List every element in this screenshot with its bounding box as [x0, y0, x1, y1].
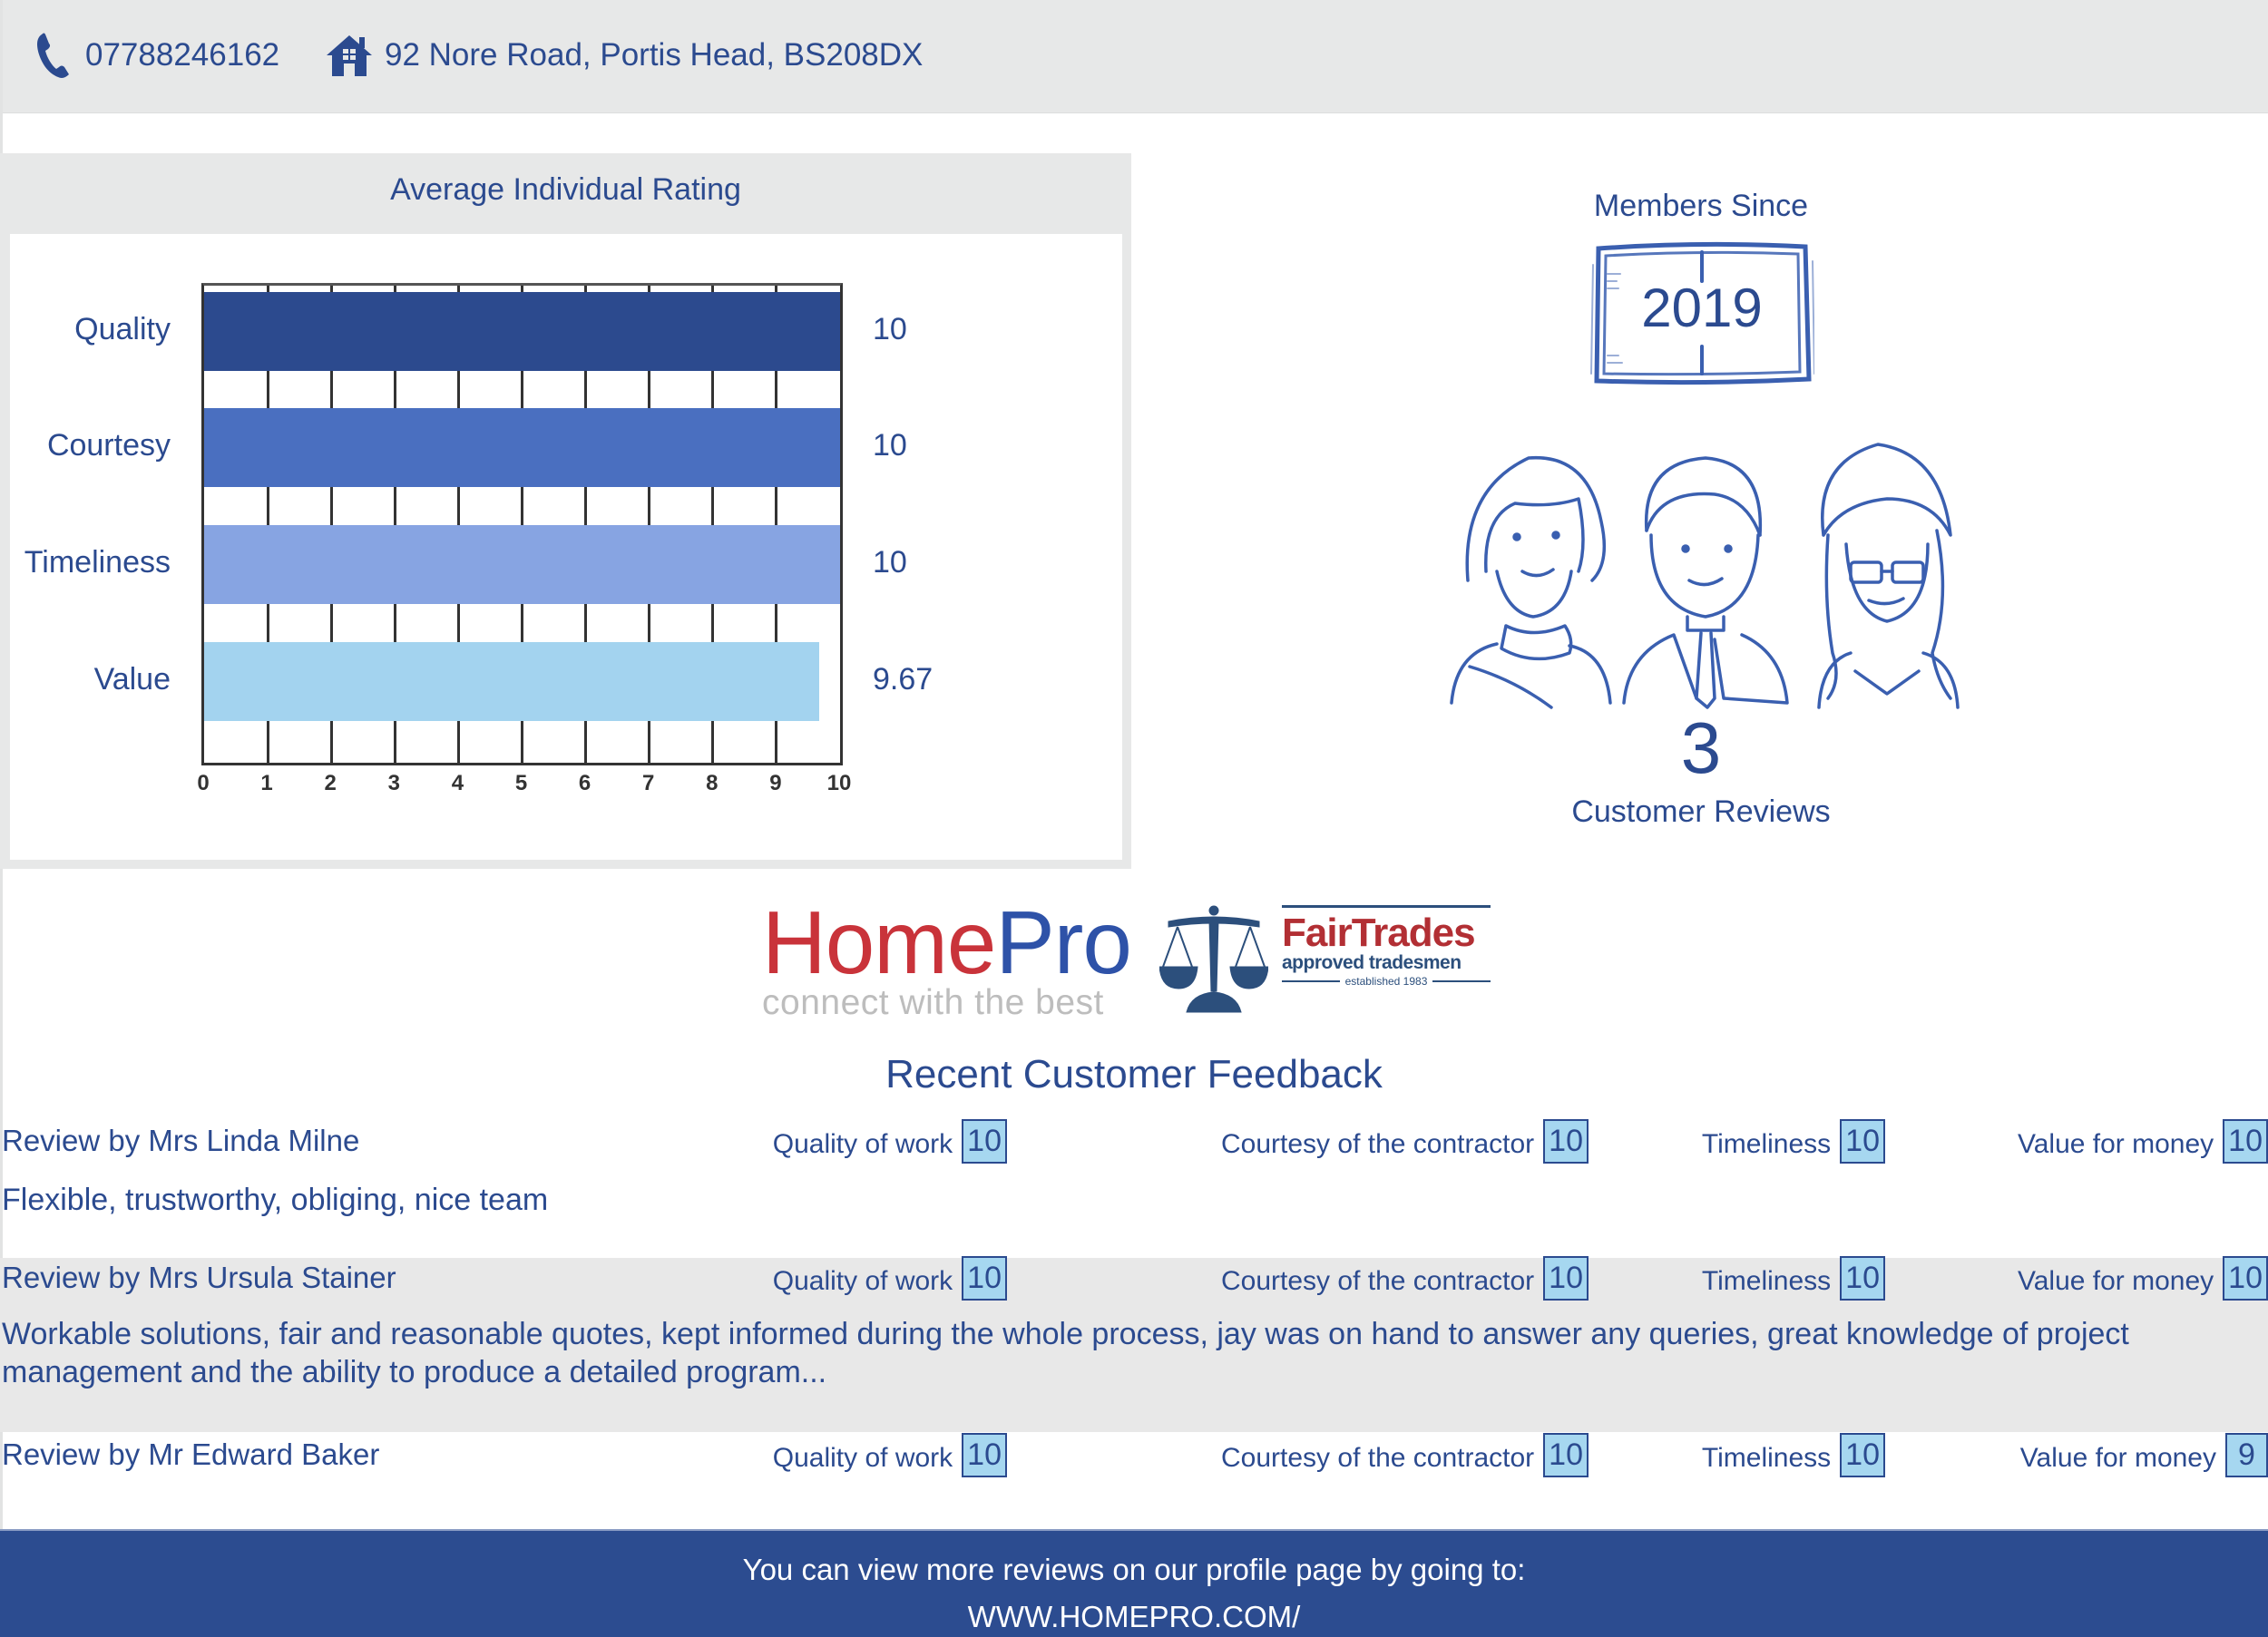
- fairtrades-logo[interactable]: [1159, 905, 1486, 1014]
- score-label: Courtesy of the contractor: [1221, 1442, 1535, 1473]
- score-value-badge: 10: [2223, 1256, 2268, 1301]
- bar-courtesy: [204, 408, 840, 487]
- score-label: Timeliness: [1701, 1442, 1832, 1473]
- established-text: established 1983: [1344, 975, 1428, 989]
- x-tick-label: 2: [324, 771, 337, 795]
- phone-icon: [34, 31, 74, 80]
- x-tick-label: 4: [451, 771, 464, 795]
- bar-timeliness: [204, 525, 840, 604]
- house-icon: [325, 33, 374, 78]
- score-value-badge: 10: [1840, 1119, 1885, 1164]
- category-label: Timeliness: [24, 545, 171, 580]
- score-label: Value for money: [2017, 1265, 2214, 1296]
- address-text: 92 Nore Road, Portis Head, BS208DX: [385, 37, 924, 73]
- score-courtesy-of-the-contractor: [1221, 1433, 1589, 1477]
- score-value-badge: 10: [1543, 1256, 1589, 1301]
- fairtrades-text: [1282, 905, 1491, 988]
- score-label: Value for money: [2019, 1442, 2216, 1473]
- bar-value: [204, 642, 819, 721]
- score-timeliness: [1702, 1433, 1885, 1477]
- homepro-home-text: Home: [762, 892, 996, 992]
- score-label: Quality of work: [772, 1442, 953, 1473]
- score-label: Value for money: [2017, 1128, 2214, 1159]
- members-since-year: 2019: [1641, 278, 1763, 338]
- phone-contact[interactable]: [34, 33, 279, 78]
- score-label: Courtesy of the contractor: [1221, 1128, 1535, 1159]
- score-quality-of-work: [773, 1119, 1007, 1164]
- score-label: Timeliness: [1701, 1265, 1832, 1296]
- divider: [1282, 905, 1491, 908]
- score-value-badge: 9: [2225, 1433, 2268, 1477]
- fairtrades-established: [1282, 975, 1491, 988]
- bar-quality: [204, 292, 840, 371]
- value-label: 10: [873, 428, 907, 463]
- x-tick-label: 6: [578, 771, 591, 795]
- x-tick-label: 9: [769, 771, 782, 795]
- review-count: 3: [1680, 707, 1722, 788]
- score-value-badge: 10: [962, 1119, 1007, 1164]
- homepro-wordmark: [762, 892, 1134, 992]
- x-tick-label: 8: [706, 771, 719, 795]
- score-value-badge: 10: [962, 1433, 1007, 1477]
- homepro-logo[interactable]: [762, 892, 1134, 1025]
- score-label: Quality of work: [772, 1265, 953, 1296]
- score-courtesy-of-the-contractor: [1221, 1119, 1589, 1164]
- feedback-section-title: Recent Customer Feedback: [885, 1052, 1383, 1096]
- x-tick-label: 5: [514, 771, 528, 795]
- review-comment: Workable solutions, fair and reasonable quotes, kept informed during the whole process, jay was on hand to answer any queries, great knowledge of project management and the ability to produce a detailed program...: [2, 1317, 2129, 1389]
- category-label: Value: [93, 662, 171, 697]
- category-label: Courtesy: [46, 428, 171, 463]
- reviewer-name: Review by Mrs Linda Milne: [2, 1124, 360, 1157]
- homepro-pro-text: Pro: [995, 892, 1131, 992]
- x-tick-label: 3: [387, 771, 400, 795]
- score-timeliness: [1702, 1119, 1885, 1164]
- review-count-label: Customer Reviews: [1571, 794, 1831, 829]
- score-courtesy-of-the-contractor: [1221, 1256, 1589, 1301]
- members-since-label: Members Since: [1593, 189, 1809, 223]
- x-tick-label: 0: [197, 771, 210, 795]
- score-value-for-money: [2018, 1256, 2268, 1301]
- score-timeliness: [1702, 1256, 1885, 1301]
- value-label: 10: [873, 312, 907, 346]
- profile-link[interactable]: WWW.HOMEPRO.COM/: [967, 1600, 1301, 1633]
- homepro-tagline: connect with the best: [762, 983, 1104, 1022]
- category-label: Quality: [74, 312, 171, 346]
- reviewer-name: Review by Mrs Ursula Stainer: [2, 1261, 396, 1294]
- score-label: Quality of work: [772, 1128, 953, 1159]
- address-contact: [325, 33, 923, 78]
- x-tick-label: 7: [642, 771, 655, 795]
- reviewer-name: Review by Mr Edward Baker: [2, 1437, 380, 1471]
- fairtrades-subtitle: approved tradesmen: [1282, 952, 1461, 973]
- score-label: Timeliness: [1701, 1128, 1832, 1159]
- value-label: 10: [873, 545, 907, 580]
- bar-chart-plot-area: [201, 283, 843, 765]
- score-value-for-money: [2020, 1433, 2268, 1477]
- chart-title: Average Individual Rating: [390, 171, 741, 207]
- score-value-badge: 10: [1543, 1433, 1589, 1477]
- fairtrades-name: FairTrades: [1282, 911, 1475, 955]
- x-tick-label: 1: [260, 771, 273, 795]
- customers-illustration: [1442, 435, 1969, 716]
- score-label: Courtesy of the contractor: [1221, 1265, 1535, 1296]
- footer-message: You can view more reviews on our profile page by going to:: [742, 1553, 1526, 1586]
- score-quality-of-work: [773, 1433, 1007, 1477]
- score-value-for-money: [2018, 1119, 2268, 1164]
- x-tick-label: 10: [826, 771, 852, 795]
- review-comment: Flexible, trustworthy, obliging, nice team: [2, 1183, 549, 1217]
- score-value-badge: 10: [962, 1256, 1007, 1301]
- score-value-badge: 10: [1840, 1433, 1885, 1477]
- score-value-badge: 10: [1840, 1256, 1885, 1301]
- score-value-badge: 10: [2223, 1119, 2268, 1164]
- scales-of-justice-icon: [1159, 905, 1268, 1014]
- value-label: 9.67: [873, 662, 934, 697]
- score-quality-of-work: [773, 1256, 1007, 1301]
- phone-number: 07788246162: [85, 37, 280, 73]
- score-value-badge: 10: [1543, 1119, 1589, 1164]
